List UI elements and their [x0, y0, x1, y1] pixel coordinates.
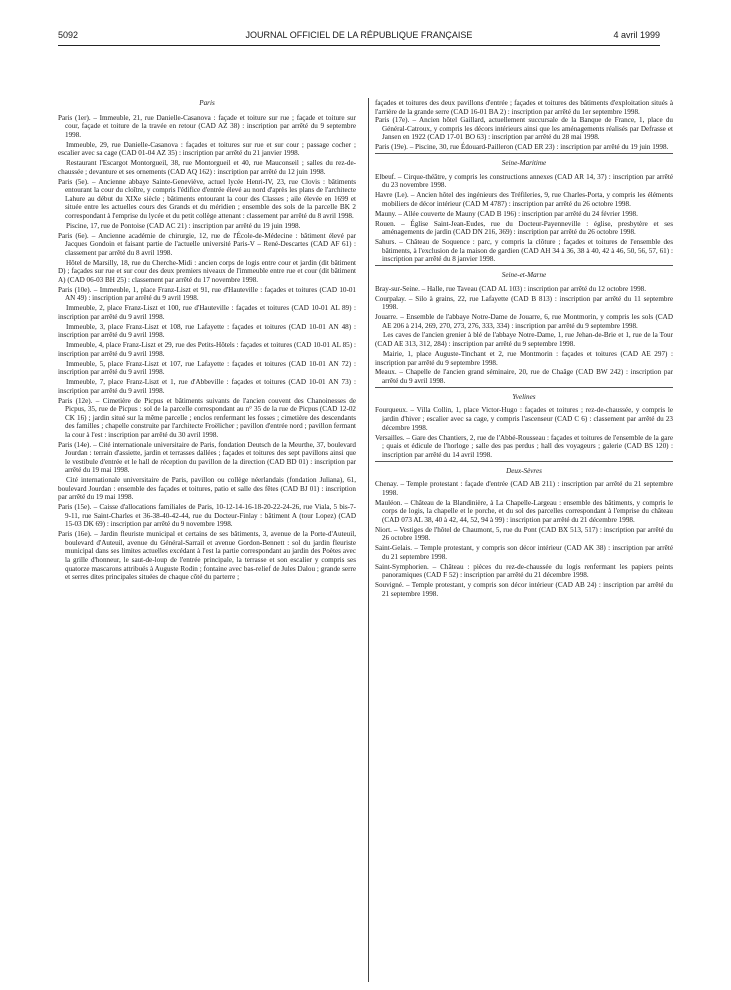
monument-sub-entry: Immeuble, 2, place Franz-Liszt et 100, rue d'Hauteville : façades et toitures (CAD 10-01 AL 89) : inscription par arrêté du 9 avril 1998. [58, 304, 356, 321]
monument-entry: Souvigné. – Temple protestant, y compris son décor intérieur (CAD AB 24) : inscription par arrêté du 21 septembre 1998. [375, 581, 673, 598]
monument-entry: Saint-Symphorien. – Château : pièces du rez-de-chaussée du logis renfermant les papiers peints panoramiques (CAD F 52) : inscription par arrêté du 21 décembre 1998. [375, 562, 673, 580]
column-divider [368, 98, 369, 982]
journal-title: JOURNAL OFFICIEL DE LA RÉPUBLIQUE FRANÇAISE [245, 30, 473, 40]
section-separator [375, 461, 673, 462]
monument-sub-entry: Mairie, 1, place Auguste-Tinchant et 2, rue Montmorin : façades et toitures (CAD AE 297) : inscription par arrêté du 9 septembre 1998. [375, 349, 673, 367]
monument-entry: Paris (15e). – Caisse d'allocations familiales de Paris, 10-12-14-16-18-20-22-24-26, rue Viala, 5 bis-7-9-11, rue Saint-Charles et 36-38-40-42-44, rue du Docteur-Finlay : bâtiment A (tour Lopez) (CAD 15-03 DK 69) : inscription par arrêté du 9 novembre 1998. [58, 503, 356, 529]
monument-entry: Versailles. – Gare des Chantiers, 2, rue de l'Abbé-Rousseau : façades et toitures de l'ensemble de la gare ; quais et édicule de l'horloge ; salle des pas perdus ; hall des voyageurs ; galerie (CAD BS 120) : inscription par arrêté du 14 avril 1998. [375, 433, 673, 459]
monument-entry: Mauny. – Allée couverte de Mauny (CAD B 196) : inscription par arrêté du 24 février 1998. [375, 209, 638, 218]
header-rule [58, 45, 660, 46]
monument-entry: Paris (19e). – Piscine, 30, rue Édouard-Pailleron (CAD ER 23) : inscription par arrêté du 19 juin 1998. [375, 143, 669, 152]
monument-entry: Chenay. – Temple protestant : façade d'entrée (CAD AB 211) : inscription par arrêté du 21 septembre 1998. [375, 480, 673, 497]
monument-entry: Paris (16e). – Jardin fleuriste municipal et certains de ses bâtiments, 3, avenue de la Porte-d'Auteuil, boulevard d'Auteuil, avenue du Général-Sarrail et avenue Gordon-Bennett : sol du jardin fleuriste municipal dans ses limites actuelles excédant à l'est la partie correspondant au jardin des Poètes avec la grille d'honneur, le saut-de-loup de l'entrée principale, la terrasse et son escalier y compris ses quatorze mascarons attribués à Auguste Rodin ; fontaine avec bas-relief de Jules Dalou ; grande serre et serres dites principales situées de chaque côté du parterre ; [58, 530, 356, 582]
continued-text: façades et toitures des deux pavillons d'entrée ; façades et toitures des bâtiments d'exploitation situés à l'arrière de la grande serre (CAD 16-01 BA 2) : inscription par arrêté du 1er septembre 1998. [375, 99, 673, 116]
monument-sub-entry: Immeuble, 5, place Franz-Liszt et 107, rue Lafayette : façades et toitures (CAD 10-01 AN 72) : inscription par arrêté du 9 avril 1998. [58, 359, 356, 377]
department-heading: Paris [199, 99, 215, 107]
section-separator [375, 265, 673, 266]
monument-entry: Sahurs. – Château de Soquence : parc, y compris la clôture ; façades et toitures de l'ensemble des bâtiments, à l'exclusion de la maison de gardien (CAD AH 34 à 36, 38 à 40, 42 à 46, 50, 56, 57, 61) : inscription par arrêté du 8 janvier 1998. [375, 238, 673, 264]
monument-sub-entry: Hôtel de Marsilly, 18, rue du Cherche-Midi : ancien corps de logis entre cour et jardin (dit bâtiment D) ; façades sur rue et sur cour des deux premiers niveaux de l'immeuble entre rue et cour (dit bâtiment A) (CAD 06-03 BH 25) : classement par arrêté du 17 novembre 1998. [58, 258, 356, 284]
monument-entry: Courpalay. – Silo à grains, 22, rue Lafayette (CAD B 813) : inscription par arrêté du 11 septembre 1998. [375, 294, 673, 312]
monument-entry: Meaux. – Chapelle de l'ancien grand séminaire, 20, rue de Chaâge (CAD BW 242) : inscription par arrêté du 9 avril 1998. [375, 368, 673, 385]
page-number: 5092 [58, 30, 79, 40]
monument-entry: Paris (14e). – Cité internationale universitaire de Paris, fondation Deutsch de la Meurthe, 37, boulevard Jourdan : terrain d'assiette, jardin et terrasses dallées ; façades et toitures des sept pavillons ainsi que le vestibule d'entrée et le hall de réception du pavillon de la direction (CAD BD 01) : inscription par arrêté du 19 mai 1998. [58, 440, 356, 475]
department-heading: Yvelines [512, 392, 536, 401]
monument-entry: Jouarre. – Ensemble de l'abbaye Notre-Dame de Jouarre, 6, rue Montmorin, y compris les sols (CAD AE 206 à 214, 269, 270, 273, 276, 333, 334) : inscription par arrêté du 9 septembre 1998. [375, 313, 673, 330]
monument-sub-entry: Cité internationale universitaire de Paris, pavillon ou collège néerlandais (fondation Juliana), 61, boulevard Jourdan : ensemble des façades et toitures, patio et salle des fêtes (CAD BJ 01) : inscription par arrêté du 19 mai 1998. [58, 476, 356, 502]
department-heading: Deux-Sèvres [506, 466, 542, 475]
section-separator [375, 153, 673, 154]
monument-entry: Paris (6e). – Ancienne académie de chirurgie, 12, rue de l'École-de-Médecine : bâtiment élevé par Jacques Gondoin et faisant partie de l'actuelle université Paris-V – René-Descartes (CAD AF 61) : classement par arrêté du 8 avril 1998. [58, 231, 356, 257]
issue-date: 4 avril 1999 [613, 30, 660, 40]
monument-entry: Mauléon. – Château de la Blandinière, à La Chapelle-Largeau : ensemble des bâtiments, y compris le corps de logis, la chapelle et le porche, et du sol des parcelles correspondant à l'emprise du château (CAD 073 AL 38, 40 à 42, 44, 52, 94 à 99) : inscription par arrêté du 21 décembre 1998. [375, 498, 673, 524]
monument-sub-entry: Les caves de l'ancien grenier à blé de l'abbaye Notre-Dame, 1, rue Jehan-de-Brie et 1, rue de la Tour (CAD AE 313, 312, 284) : inscription par arrêté du 9 septembre 1998. [375, 331, 673, 349]
monument-sub-entry: Piscine, 17, rue de Pontoise (CAD AC 21) : inscription par arrêté du 19 juin 1998. [66, 221, 301, 230]
monument-sub-entry: Immeuble, 4, place Franz-Liszt et 29, rue des Petits-Hôtels : façades et toitures (CAD 10-01 AL 85) : inscription par arrêté du 9 avril 1998. [58, 341, 356, 358]
monument-entry: Rouen. – Église Saint-Jean-Eudes, rue du Docteur-Payenneville : église, presbytère et ses aménagements de jardin (CAD DN 216, 369) : inscription par arrêté du 26 octobre 1998. [375, 219, 673, 237]
monument-entry: Paris (10e). – Immeuble, 1, place Franz-Liszt et 91, rue d'Hauteville : façades et toitures (CAD 10-01 AN 49) : inscription par arrêté du 9 avril 1998. [58, 285, 356, 303]
monument-entry: Elbeuf. – Cirque-théâtre, y compris les constructions annexes (CAD AR 14, 37) : inscription par arrêté du 23 novembre 1998. [375, 172, 673, 190]
monument-entry: Fourqueux. – Villa Collin, 1, place Victor-Hugo : façades et toitures ; rez-de-chaussée, y compris le jardin d'hiver ; escalier avec sa cage, y compris l'ascenseur (CAD C 6) : classement par arrêté du 23 décembre 1998. [375, 406, 673, 432]
monument-sub-entry: Restaurant l'Escargot Montorgueil, 38, rue Montorgueil et 40, rue Mauconseil ; salles du rez-de-chaussée ; devanture et ses ornements (CAD AQ 162) : inscription par arrêté du 12 juin 1998. [58, 159, 356, 176]
monument-entry: Niort. – Vestiges de l'hôtel de Chaumont, 5, rue du Pont (CAD BX 513, 517) : inscription par arrêté du 26 octobre 1998. [375, 525, 673, 543]
page-header [58, 30, 660, 44]
monument-sub-entry: Immeuble, 3, place Franz-Liszt et 108, rue Lafayette : façades et toitures (CAD 10-01 AN 48) : inscription par arrêté du 9 avril 1998. [58, 322, 356, 340]
monument-entry: Paris (5e). – Ancienne abbaye Sainte-Geneviève, actuel lycée Henri-IV, 23, rue Clovis : bâtiments entourant la cour du cloître, y compris l'édifice d'entrée élevé au nord d'après les plans de l'architecte Lahure au début du XIXe siècle ; bâtiments entourant la cour des Classes ; aile élevée en 1699 et située entre les actuelles cours des Grands et du méridien ; ensemble des sols de la parcelle BK 2 correspondant à l'emprise du lycée et du petit collège attenant : classement par arrêté du 8 avril 1998. [58, 177, 356, 220]
section-separator [375, 387, 673, 388]
right-column [375, 99, 673, 600]
monument-entry: Paris (1er). – Immeuble, 21, rue Danielle-Casanova : façade et toiture sur rue ; façade et toiture sur cour, façade et toiture de la travée en retour (CAD AZ 38) : inscription par arrêté du 9 septembre 1998. [58, 113, 356, 139]
department-heading: Seine-Maritime [501, 159, 547, 168]
monument-entry: Paris (12e). – Cimetière de Picpus et bâtiments suivants de l'ancien couvent des Chanoinesses de Picpus, 35, rue de Picpus : sol de la parcelle correspondant au n° 35 de la rue de Picpus (CAD 12-02 CK 16) ; jardin situé sur la même parcelle ; enclos renfermant les fosses ; cimetière des descendants des familles ; chapelle construite par l'architecte Froëlicher ; pavillon d'entrée nord ; pavillon fermant la cour à l'est : inscription par arrêté du 30 avril 1998. [58, 396, 356, 439]
monument-entry: Bray-sur-Seine. – Halle, rue Taveau (CAD AL 103) : inscription par arrêté du 12 octobre 1998. [375, 284, 647, 293]
left-column [58, 99, 356, 583]
monument-entry: Paris (17e). – Ancien hôtel Gaillard, actuellement succursale de la Banque de France, 1, place du Général-Catroux, y compris les décors intérieurs ainsi que les aménagements réalisés par Defrasse et Jansen en 1922 (CAD 17-01 BO 63) : inscription par arrêté du 28 mai 1998. [375, 116, 673, 142]
monument-entry: Saint-Gelais. – Temple protestant, y compris son décor intérieur (CAD AK 38) : inscription par arrêté du 21 septembre 1998. [375, 544, 673, 561]
monument-sub-entry: Immeuble, 29, rue Danielle-Casanova : façades et toitures sur rue et sur cour ; passage cocher ; escalier avec sa cage (CAD 01-04 AZ 35) : inscription par arrêté du 21 janvier 1998. [58, 140, 356, 158]
monument-sub-entry: Immeuble, 7, place Franz-Liszt et 1, rue d'Abbeville : façades et toitures (CAD 10-01 AN 73) : inscription par arrêté du 9 avril 1998. [58, 378, 356, 395]
department-heading: Seine-et-Marne [501, 271, 547, 280]
monument-entry: Havre (Le). – Ancien hôtel des ingénieurs des Tréfileries, 9, rue Charles-Porta, y compris les éléments mobiliers de décor intérieur (CAD M 4787) : inscription par arrêté du 26 octobre 1998. [375, 191, 673, 208]
